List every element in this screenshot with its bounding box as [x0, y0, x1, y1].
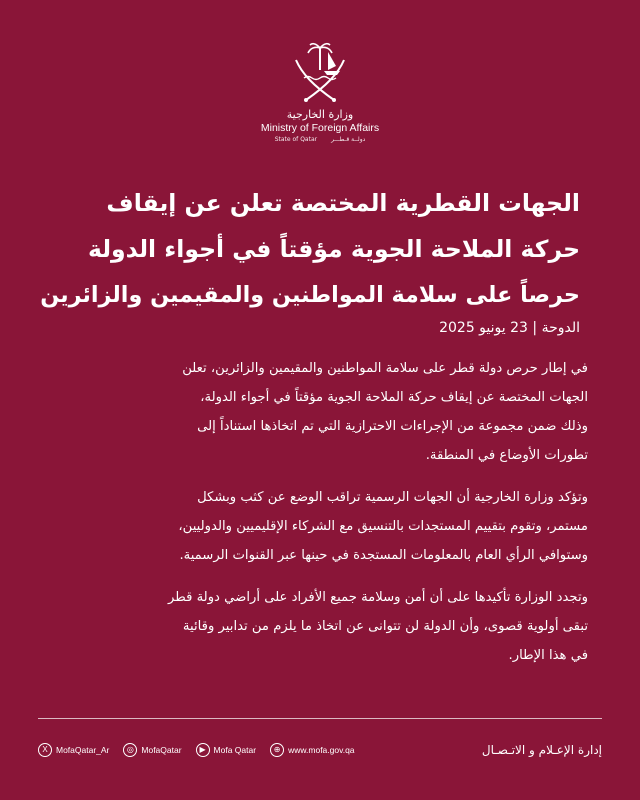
youtube-icon: ▶: [196, 743, 210, 757]
footer-divider: [38, 718, 602, 719]
paragraph-line: في إطار حرص دولة قطر على سلامة المواطنين والمقيمين والزائرين، تعلن: [182, 361, 588, 376]
dateline: الدوحة | 23 يونيو 2025: [439, 320, 580, 336]
logo-subtitle: [275, 136, 366, 143]
headline-line: حركة الملاحة الجوية مؤقتاً في أجواء الدولة: [87, 235, 580, 263]
social-link-youtube[interactable]: [196, 743, 257, 757]
paragraph-2: [40, 483, 588, 570]
headline: [40, 180, 580, 318]
paragraph-line: وستوافي الرأي العام بالمعلومات المستجدة في حينها عبر القنوات الرسمية.: [179, 548, 588, 563]
headline-line: حرصاً على سلامة المواطنين والمقيمين والزائرين: [40, 282, 580, 308]
social-link-instagram[interactable]: [123, 743, 181, 757]
paragraph-line: وتؤكد وزارة الخارجية أن الجهات الرسمية تراقب الوضع عن كثب وبشكل: [197, 490, 588, 505]
social-handle: MofaQatar: [141, 745, 182, 755]
department-name: إدارة الإعـلام و الاتـصـال: [481, 743, 602, 757]
website-url: www.mofa.gov.qa: [288, 745, 355, 755]
paragraph-line: مستمر، وتقوم بتقييم المستجدات بالتنسيق مع الشركاء الإقليميين والدوليين،: [178, 519, 588, 534]
social-links: [38, 743, 355, 757]
state-name-arabic: دولــة قـطـــر: [331, 136, 366, 143]
state-name-english: State of Qatar: [274, 136, 318, 143]
ministry-name-arabic: وزارة الخارجية: [286, 108, 354, 121]
x-icon: X: [38, 743, 52, 757]
social-link-website[interactable]: [270, 743, 354, 757]
qatar-emblem-icon: [288, 40, 352, 106]
paragraph-line: تطورات الأوضاع في المنطقة.: [425, 448, 588, 463]
statement-body: [40, 354, 588, 683]
social-link-x[interactable]: [38, 743, 109, 757]
globe-icon: ⊕: [270, 743, 284, 757]
paragraph-line: في هذا الإطار.: [508, 648, 588, 663]
social-handle: Mofa Qatar: [213, 745, 257, 755]
footer: [38, 738, 602, 762]
paragraph-1: [40, 354, 588, 470]
paragraph-line: وذلك ضمن مجموعة من الإجراءات الاحترازية التي تم اتخاذها استناداً إلى: [197, 419, 588, 434]
instagram-icon: ◎: [123, 743, 137, 757]
paragraph-line: الجهات المختصة عن إيقاف حركة الملاحة الجوية مؤقتاً في أجواء الدولة،: [200, 390, 588, 405]
paragraph-line: تبقى أولوية قصوى، وأن الدولة لن تتوانى عن اتخاذ ما يلزم من تدابير وقائية: [182, 619, 588, 634]
social-handle: MofaQatar_Ar: [56, 745, 110, 755]
ministry-name-english: Ministry of Foreign Affairs: [260, 122, 380, 134]
paragraph-line: وتجدد الوزارة تأكيدها على أن أمن وسلامة جميع الأفراد على أراضي دولة قطر: [168, 590, 588, 605]
ministry-logo: [0, 40, 640, 143]
paragraph-3: [40, 583, 588, 670]
headline-line: الجهات القطرية المختصة تعلن عن إيقاف: [106, 189, 580, 217]
